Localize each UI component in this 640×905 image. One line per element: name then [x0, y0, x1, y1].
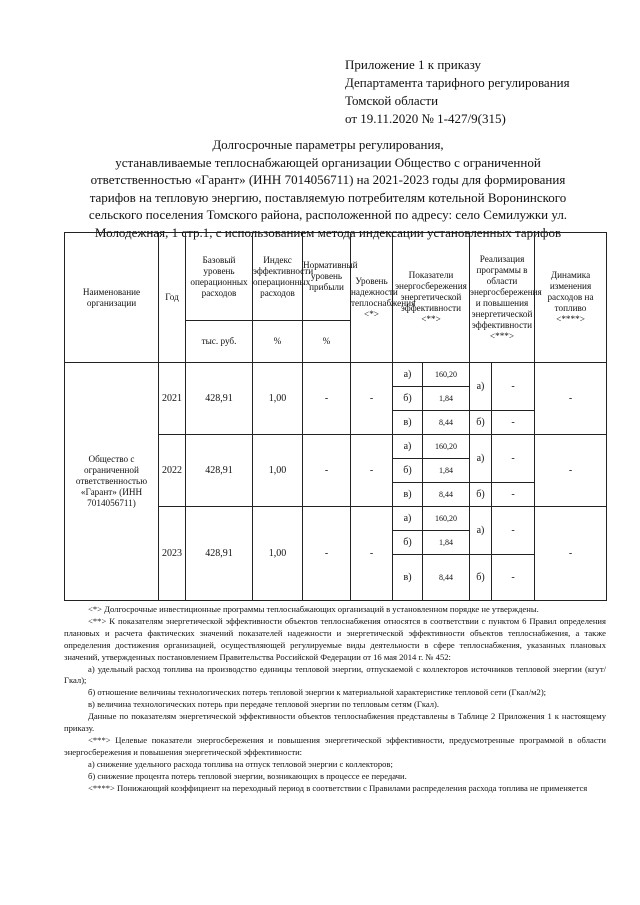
label-c: в) — [393, 411, 423, 435]
annex-line-1: Приложение 1 к приказу — [345, 57, 482, 72]
header-base: Базовый уровень операционных расходов — [186, 233, 253, 321]
base-cell: 428,91 — [186, 435, 253, 507]
title-line-6: Молодежная, 1 стр.1, с использованием метода индексации установленных тарифов — [94, 224, 562, 240]
base-cell: 428,91 — [186, 507, 253, 601]
base-cell: 428,91 — [186, 363, 253, 435]
unit-base: тыс. руб. — [186, 321, 253, 363]
label-a: а) — [393, 507, 423, 531]
value-a: 160,20 — [423, 507, 470, 531]
program-value-b: - — [492, 411, 535, 435]
value-c: 8,44 — [423, 483, 470, 507]
profit-cell: - — [303, 363, 351, 435]
header-profit: Нормативный уровень прибыли — [303, 233, 351, 321]
index-cell: 1,00 — [253, 507, 303, 601]
program-value-b: - — [492, 483, 535, 507]
value-a: 160,20 — [423, 435, 470, 459]
program-value-a: - — [492, 363, 535, 411]
annex-line-2: Департамента тарифного регулирования — [345, 75, 570, 90]
header-year: Год — [159, 233, 186, 363]
footnote-2-data: Данные по показателям энергетической эффективности объектов теплоснабжения представлены в Таблице 2 Приложения 1 к настоящему приказу. — [64, 711, 606, 734]
title-line-1: Долгосрочные параметры регулирования, — [212, 137, 444, 152]
value-a: 160,20 — [423, 363, 470, 387]
footnote-1: <*> Долгосрочные инвестиционные программы теплоснабжающих организаций в установленном порядке не утверждены. — [88, 604, 539, 614]
parameters-table — [64, 232, 607, 601]
label-b: б) — [393, 387, 423, 411]
value-b: 1,84 — [423, 387, 470, 411]
fuel-cell: - — [535, 507, 607, 601]
header-fuel: Динамика изменения расходов на топливо <****> — [535, 233, 607, 363]
footnote-2a: а) удельный расход топлива на производство единицы тепловой энергии, отпускаемой с коллекторов источников тепловой энергии (кгут/Гкал); — [64, 663, 606, 686]
label-c: в) — [393, 555, 423, 601]
program-label-b: б) — [470, 555, 492, 601]
title-line-4: тарифов на тепловую энергию, поставляемую потребителям котельной Воронинского — [89, 189, 567, 205]
profit-cell: - — [303, 507, 351, 601]
annex-line-4: от 19.11.2020 № 1-427/9(315) — [345, 111, 506, 126]
value-b: 1,84 — [423, 531, 470, 555]
header-energy: Показатели энергосбережения энергетической эффективности <**> — [393, 233, 470, 363]
label-a: а) — [393, 435, 423, 459]
label-b: б) — [393, 531, 423, 555]
label-a: а) — [393, 363, 423, 387]
year-cell: 2022 — [159, 435, 186, 507]
program-label-a: а) — [470, 507, 492, 555]
title-line-5: сельского поселения Томского района, расположенной по адресу: село Семилужки ул. — [88, 207, 568, 222]
year-cell: 2021 — [159, 363, 186, 435]
footnote-2c: в) величина технологических потерь при передаче тепловой энергии по тепловым сетям (Гкал). — [88, 699, 440, 710]
header-programs: Реализация программы в области энергосбережения и повышения энергетической эффективности <***> — [470, 233, 535, 363]
reliability-cell: - — [351, 435, 393, 507]
reliability-cell: - — [351, 507, 393, 601]
value-c: 8,44 — [423, 555, 470, 601]
footnote-3: <***> Целевые показатели энергосбережения и повышения энергетической эффективности, предусмотренные программой в области энергосбережения и повышения энергетической эффективности: — [64, 734, 606, 757]
index-cell: 1,00 — [253, 435, 303, 507]
annex-block — [345, 56, 570, 128]
label-b: б) — [393, 459, 423, 483]
fuel-cell: - — [535, 363, 607, 435]
unit-profit: % — [303, 321, 351, 363]
label-c: в) — [393, 483, 423, 507]
footnote-2b: б) отношение величины технологических потерь тепловой энергии к материальной характеристике тепловой сети (Гкал/м2); — [88, 687, 547, 698]
footnote-3a: а) снижение удельного расхода топлива на отпуск тепловой энергии с коллекторов; — [88, 758, 393, 769]
program-value-a: - — [492, 435, 535, 483]
reliability-cell: - — [351, 363, 393, 435]
footnote-3b: б) снижение процента потерь тепловой энергии, возникающих в процессе ее передачи. — [88, 770, 407, 781]
value-c: 8,44 — [423, 411, 470, 435]
index-cell: 1,00 — [253, 363, 303, 435]
program-label-a: а) — [470, 363, 492, 411]
org-name: Общество с ограниченной ответственностью «Гарант» (ИНН 7014056711) — [65, 363, 159, 601]
value-b: 1,84 — [423, 459, 470, 483]
footnotes — [64, 604, 606, 795]
program-label-a: а) — [470, 435, 492, 483]
unit-index: % — [253, 321, 303, 363]
program-value-a: - — [492, 507, 535, 555]
footnote-2: <**> К показателям энергетической эффективности объектов теплоснабжения относятся в соответствии с пунктом 6 Правил определения плановых и расчета фактических значений показателей надежности и энергетической эффективности объектов теплоснабжения, а также определения достижения организацией, осуществляющей регулируемые виды деятельности в сфере теплоснабжения, указанных плановых значений, утвержденных постановлением Правительства Российской Федерации от 16 мая 2014 г. № 452: — [64, 615, 606, 662]
program-value-b: - — [492, 555, 535, 601]
title-line-3: ответственностью «Гарант» (ИНН 7014056711) на 2021-2023 годы для формирования — [90, 172, 566, 187]
profit-cell: - — [303, 435, 351, 507]
header-index: Индекс эффективности операционных расходов — [253, 233, 303, 321]
title-line-2: устанавливаемые теплоснабжающей организации Общество с ограниченной — [115, 154, 541, 170]
annex-line-3: Томской области — [345, 93, 439, 108]
header-org: Наименование организации — [65, 233, 159, 363]
program-label-b: б) — [470, 483, 492, 507]
footnote-4: <****> Понижающий коэффициент на переходный период в соответствии с Правилами распределения расхода топлива не применяется — [88, 782, 588, 793]
program-label-b: б) — [470, 411, 492, 435]
fuel-cell: - — [535, 435, 607, 507]
year-cell: 2023 — [159, 507, 186, 601]
header-reliability: Уровень надежности теплоснабжения <*> — [351, 233, 393, 363]
document-title — [58, 136, 598, 241]
